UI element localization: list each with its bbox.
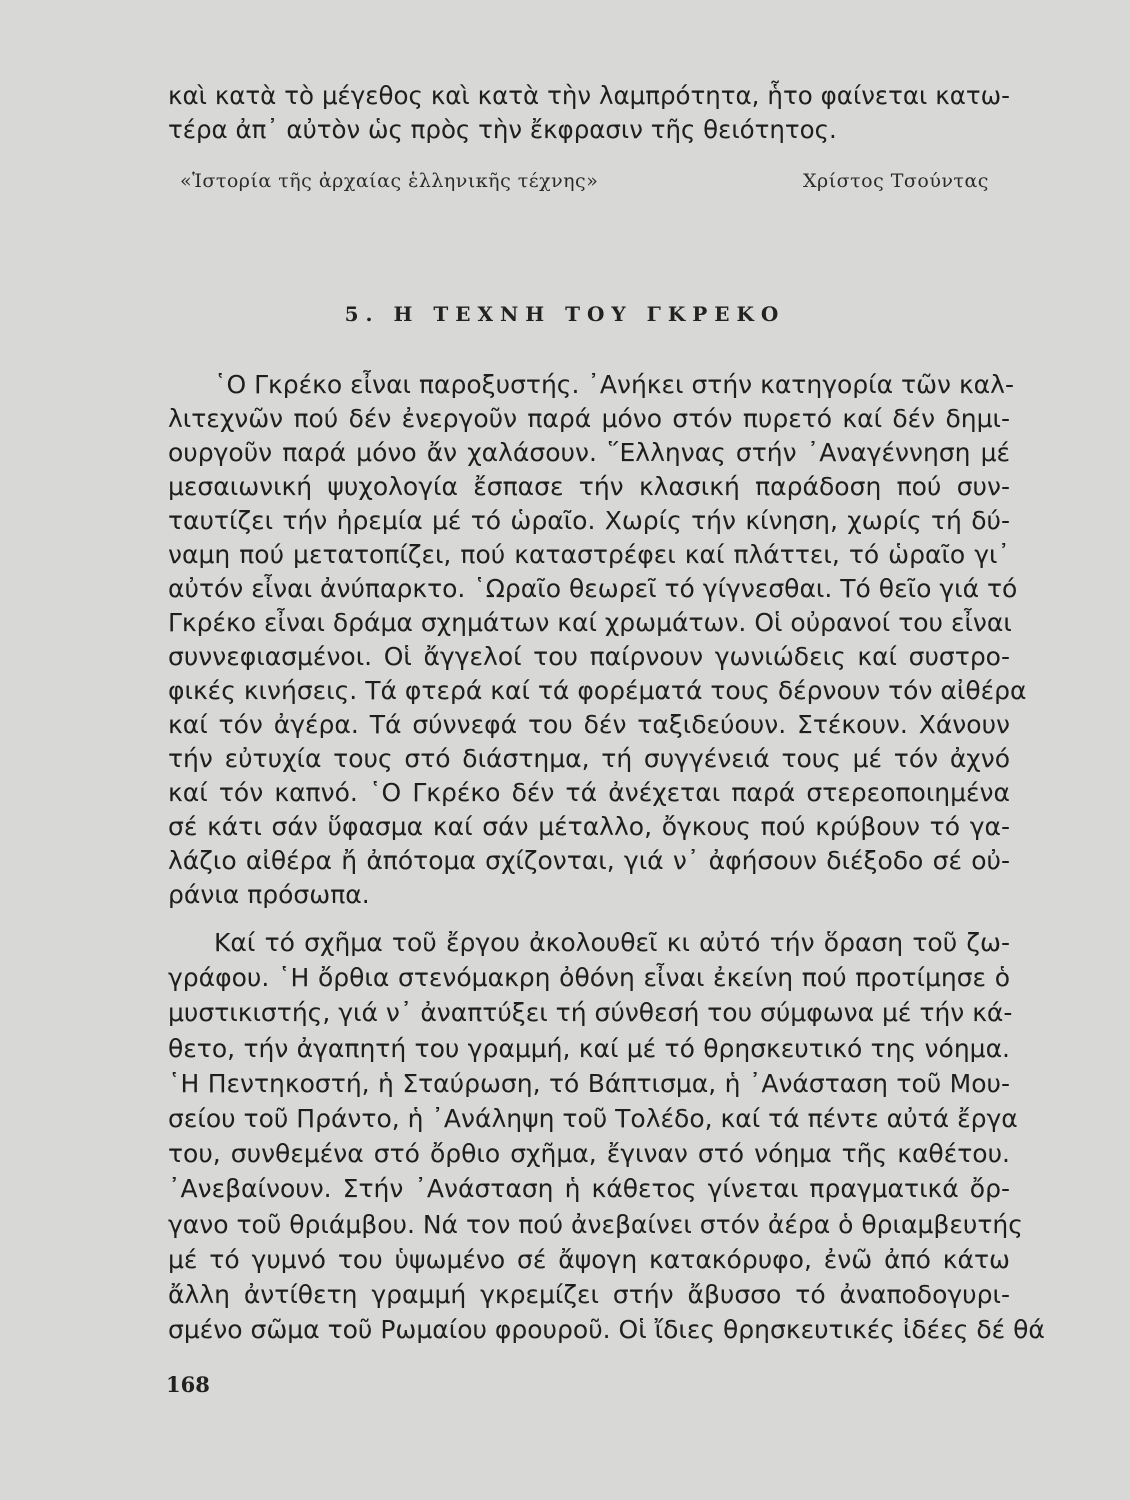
text-line: σείου τοῦ Πράντο, ἡ ᾿Ανάληψη τοῦ Τολέδο, καί τά πέντε αὐτά ἔργα xyxy=(168,1104,1018,1133)
text-line: συννεφιασμένοι. Οἱ ἄγγελοί του παίρνουν γωνιώδεις καί συστρο- xyxy=(168,642,1010,671)
text-line: λάζιο αἰθέρα ἤ ἀπότομα σχίζονται, γιά ν᾽ ἀφήσουν διέξοδο σέ οὐ- xyxy=(168,846,1010,875)
text-line: αὐτόν εἶναι ἀνύπαρκτο. ῾Ωραῖο θεωρεῖ τό γίγνεσθαι. Τό θεῖο γιά τό xyxy=(168,574,1018,603)
text-line: Γκρέκο εἶναι δράμα σχημάτων καί χρωμάτων. Οἱ οὐρανοί του εἶναι xyxy=(168,608,1012,637)
text-line: τήν εὐτυχία τους στό διάστημα, τή συγγένειά τους μέ τόν ἀχνό xyxy=(168,744,1010,773)
text-line: καί τόν καπνό. ῾Ο Γκρέκο δέν τά ἀνέχεται παρά στερεοποιημένα xyxy=(168,778,1010,807)
text-line: καί τόν ἀγέρα. Τά σύννεφά του δέν ταξιδεύουν. Στέκουν. Χάνουν xyxy=(168,710,1010,739)
text-line: ἄλλη ἀντίθετη γραμμή γκρεμίζει στήν ἄβυσσο τό ἀναποδογυρι- xyxy=(168,1280,1010,1309)
quote-line: τέρα ἀπ᾽ αὐτὸν ὡς πρὸς τὴν ἔκφρασιν τῆς θειότητος. xyxy=(168,115,837,144)
text-line: μεσαιωνική ψυχολογία ἔσπασε τήν κλασική παράδοση πού συν- xyxy=(168,472,1010,501)
text-line: γανο τοῦ θριάμβου. Νά τον πού ἀνεβαίνει στόν ἀέρα ὁ θριαμβευτής xyxy=(168,1209,1023,1239)
text-line: λιτεχνῶν πού δέν ἐνεργοῦν παρά μόνο στόν πυρετό καί δέν δημι- xyxy=(168,404,1010,433)
chapter-heading: 5. Η ΤΕΧΝΗ ΤΟΥ ΓΚΡΕΚΟ xyxy=(344,302,786,326)
text-line: του, συνθεμένα στό ὄρθιο σχῆμα, ἔγιναν στό νόημα τῆς καθέτου. xyxy=(168,1139,1010,1169)
text-line: ταυτίζει τήν ἠρεμία μέ τό ὡραῖο. Χωρίς τήν κίνηση, χωρίς τή δύ- xyxy=(168,506,1010,535)
text-line: Καί τό σχῆμα τοῦ ἔργου ἀκολουθεῖ κι αὐτό τήν ὅραση τοῦ ζω- xyxy=(214,928,1010,957)
text-line: μυστικιστής, γιά ν᾽ ἀναπτύξει τή σύνθεσή του σύμφωνα μέ τήν κά- xyxy=(168,998,1013,1028)
text-line: ῾Η Πεντηκοστή, ἡ Σταύρωση, τό Βάπτισμα, ἡ ᾿Ανάσταση τοῦ Μου- xyxy=(168,1068,1010,1098)
text-line: ναμη πού μετατοπίζει, πού καταστρέφει καί πλάττει, τό ὡραῖο γι᾽ xyxy=(168,540,1010,569)
page-number: 168 xyxy=(166,1372,210,1397)
quote-source: «Ἱστορία τῆς ἀρχαίας ἑλληνικῆς τέχνης» xyxy=(180,170,599,192)
text-line: σέ κάτι σάν ὕφασμα καί σάν μέταλλο, ὄγκους πού κρύβουν τό γα- xyxy=(168,812,1010,841)
text-line: ῾Ο Γκρέκο εἶναι παροξυστής. ᾿Ανήκει στήν κατηγορία τῶν καλ- xyxy=(214,370,1014,399)
text-line: σμένο σῶμα τοῦ Ρωμαίου φρουροῦ. Οἱ ἴδιες θρησκευτικές ἰδέες δέ θά xyxy=(168,1315,1045,1345)
quote-line: καὶ κατὰ τὸ μέγεθος καὶ κατὰ τὴν λαμπρότητα, ἧτο φαίνεται κατω- xyxy=(168,81,1010,110)
text-line: γράφου. ῾Η ὄρθια στενόμακρη ὀθόνη εἶναι ἐκείνη πού προτίμησε ὁ xyxy=(168,963,1010,993)
quote-author: Χρίστος Τσούντας xyxy=(803,170,989,192)
text-line: ουργοῦν παρά μόνο ἄν χαλάσουν. ῞Ελληνας στήν ᾿Αναγέννηση μέ xyxy=(168,438,1010,467)
text-line: ᾿Ανεβαίνουν. Στήν ᾿Ανάσταση ἡ κάθετος γίνεται πραγματικά ὄρ- xyxy=(168,1174,1010,1204)
text-line: μέ τό γυμνό του ὑψωμένο σέ ἄψογη κατακόρυφο, ἐνῶ ἀπό κάτω xyxy=(168,1244,1010,1274)
text-line: ράνια πρόσωπα. xyxy=(168,880,370,909)
text-line: φικές κινήσεις. Τά φτερά καί τά φορέματά τους δέρνουν τόν αἰθέρα xyxy=(168,676,1027,705)
text-line: θετο, τήν ἀγαπητή του γραμμή, καί μέ τό θρησκευτικό της νόημα. xyxy=(168,1033,1010,1063)
